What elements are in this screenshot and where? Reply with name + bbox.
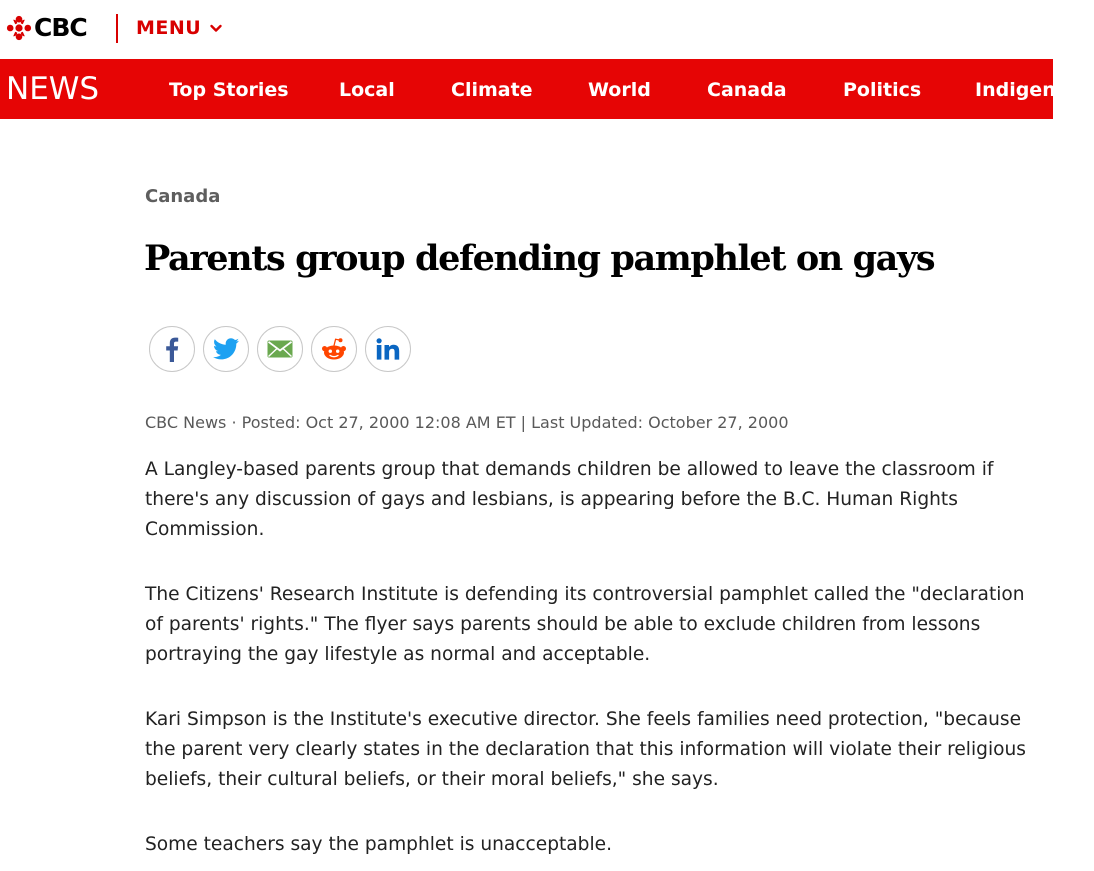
nav-link-local[interactable]: Local [339,79,395,101]
section-nav [0,59,1094,119]
twitter-icon [213,338,239,360]
nav-link-politics[interactable]: Politics [843,79,922,101]
menu-button[interactable] [136,17,222,39]
cbc-logo[interactable] [6,15,87,41]
article-headline: Parents group defending pamphlet on gays [144,238,935,279]
nav-link-top-stories[interactable]: Top Stories [169,79,289,101]
share-bar [149,326,419,372]
cbc-wordmark: CBC [34,13,87,42]
nav-link-climate[interactable]: Climate [451,79,533,101]
share-linkedin-button[interactable] [365,326,411,372]
article-paragraph: The Citizens' Research Institute is defending its controversial pamphlet called the "declaration of parents' rights." The flyer says parents should be able to exclude children from lessons portraying the gay lifestyle as normal and acceptable. [145,584,1025,665]
linkedin-icon [376,338,400,360]
share-twitter-button[interactable] [203,326,249,372]
nav-link-indigenous[interactable]: Indigenous [975,79,1094,101]
menu-label: MENU [136,17,202,39]
email-icon [267,340,293,358]
share-email-button[interactable] [257,326,303,372]
nav-link-world[interactable]: World [588,79,651,101]
article-byline: CBC News · Posted: Oct 27, 2000 12:08 AM ET | Last Updated: October 27, 2000 [145,413,789,432]
nav-link-canada[interactable]: Canada [707,79,787,101]
news-section-title[interactable]: NEWS [6,71,100,107]
article-section-label[interactable]: Canada [145,186,221,207]
brand-bar [0,0,1053,59]
brand-divider [116,14,118,43]
share-reddit-button[interactable] [311,326,357,372]
reddit-icon [320,337,348,361]
article-paragraph: Kari Simpson is the Institute's executive director. She feels families need protection, "because the parent very clearly states in the declaration that this information will violate their religious beliefs, their cultural beliefs, or their moral beliefs," she says. [145,709,1026,790]
cbc-gem-icon [6,15,32,41]
facebook-icon [165,336,179,362]
share-facebook-button[interactable] [149,326,195,372]
chevron-down-icon [210,24,222,33]
article-paragraph: Some teachers say the pamphlet is unacceptable. [145,834,612,855]
article-paragraph: A Langley-based parents group that demands children be allowed to leave the classroom if there's any discussion of gays and lesbians, is appearing before the B.C. Human Rights Commission. [145,459,994,540]
